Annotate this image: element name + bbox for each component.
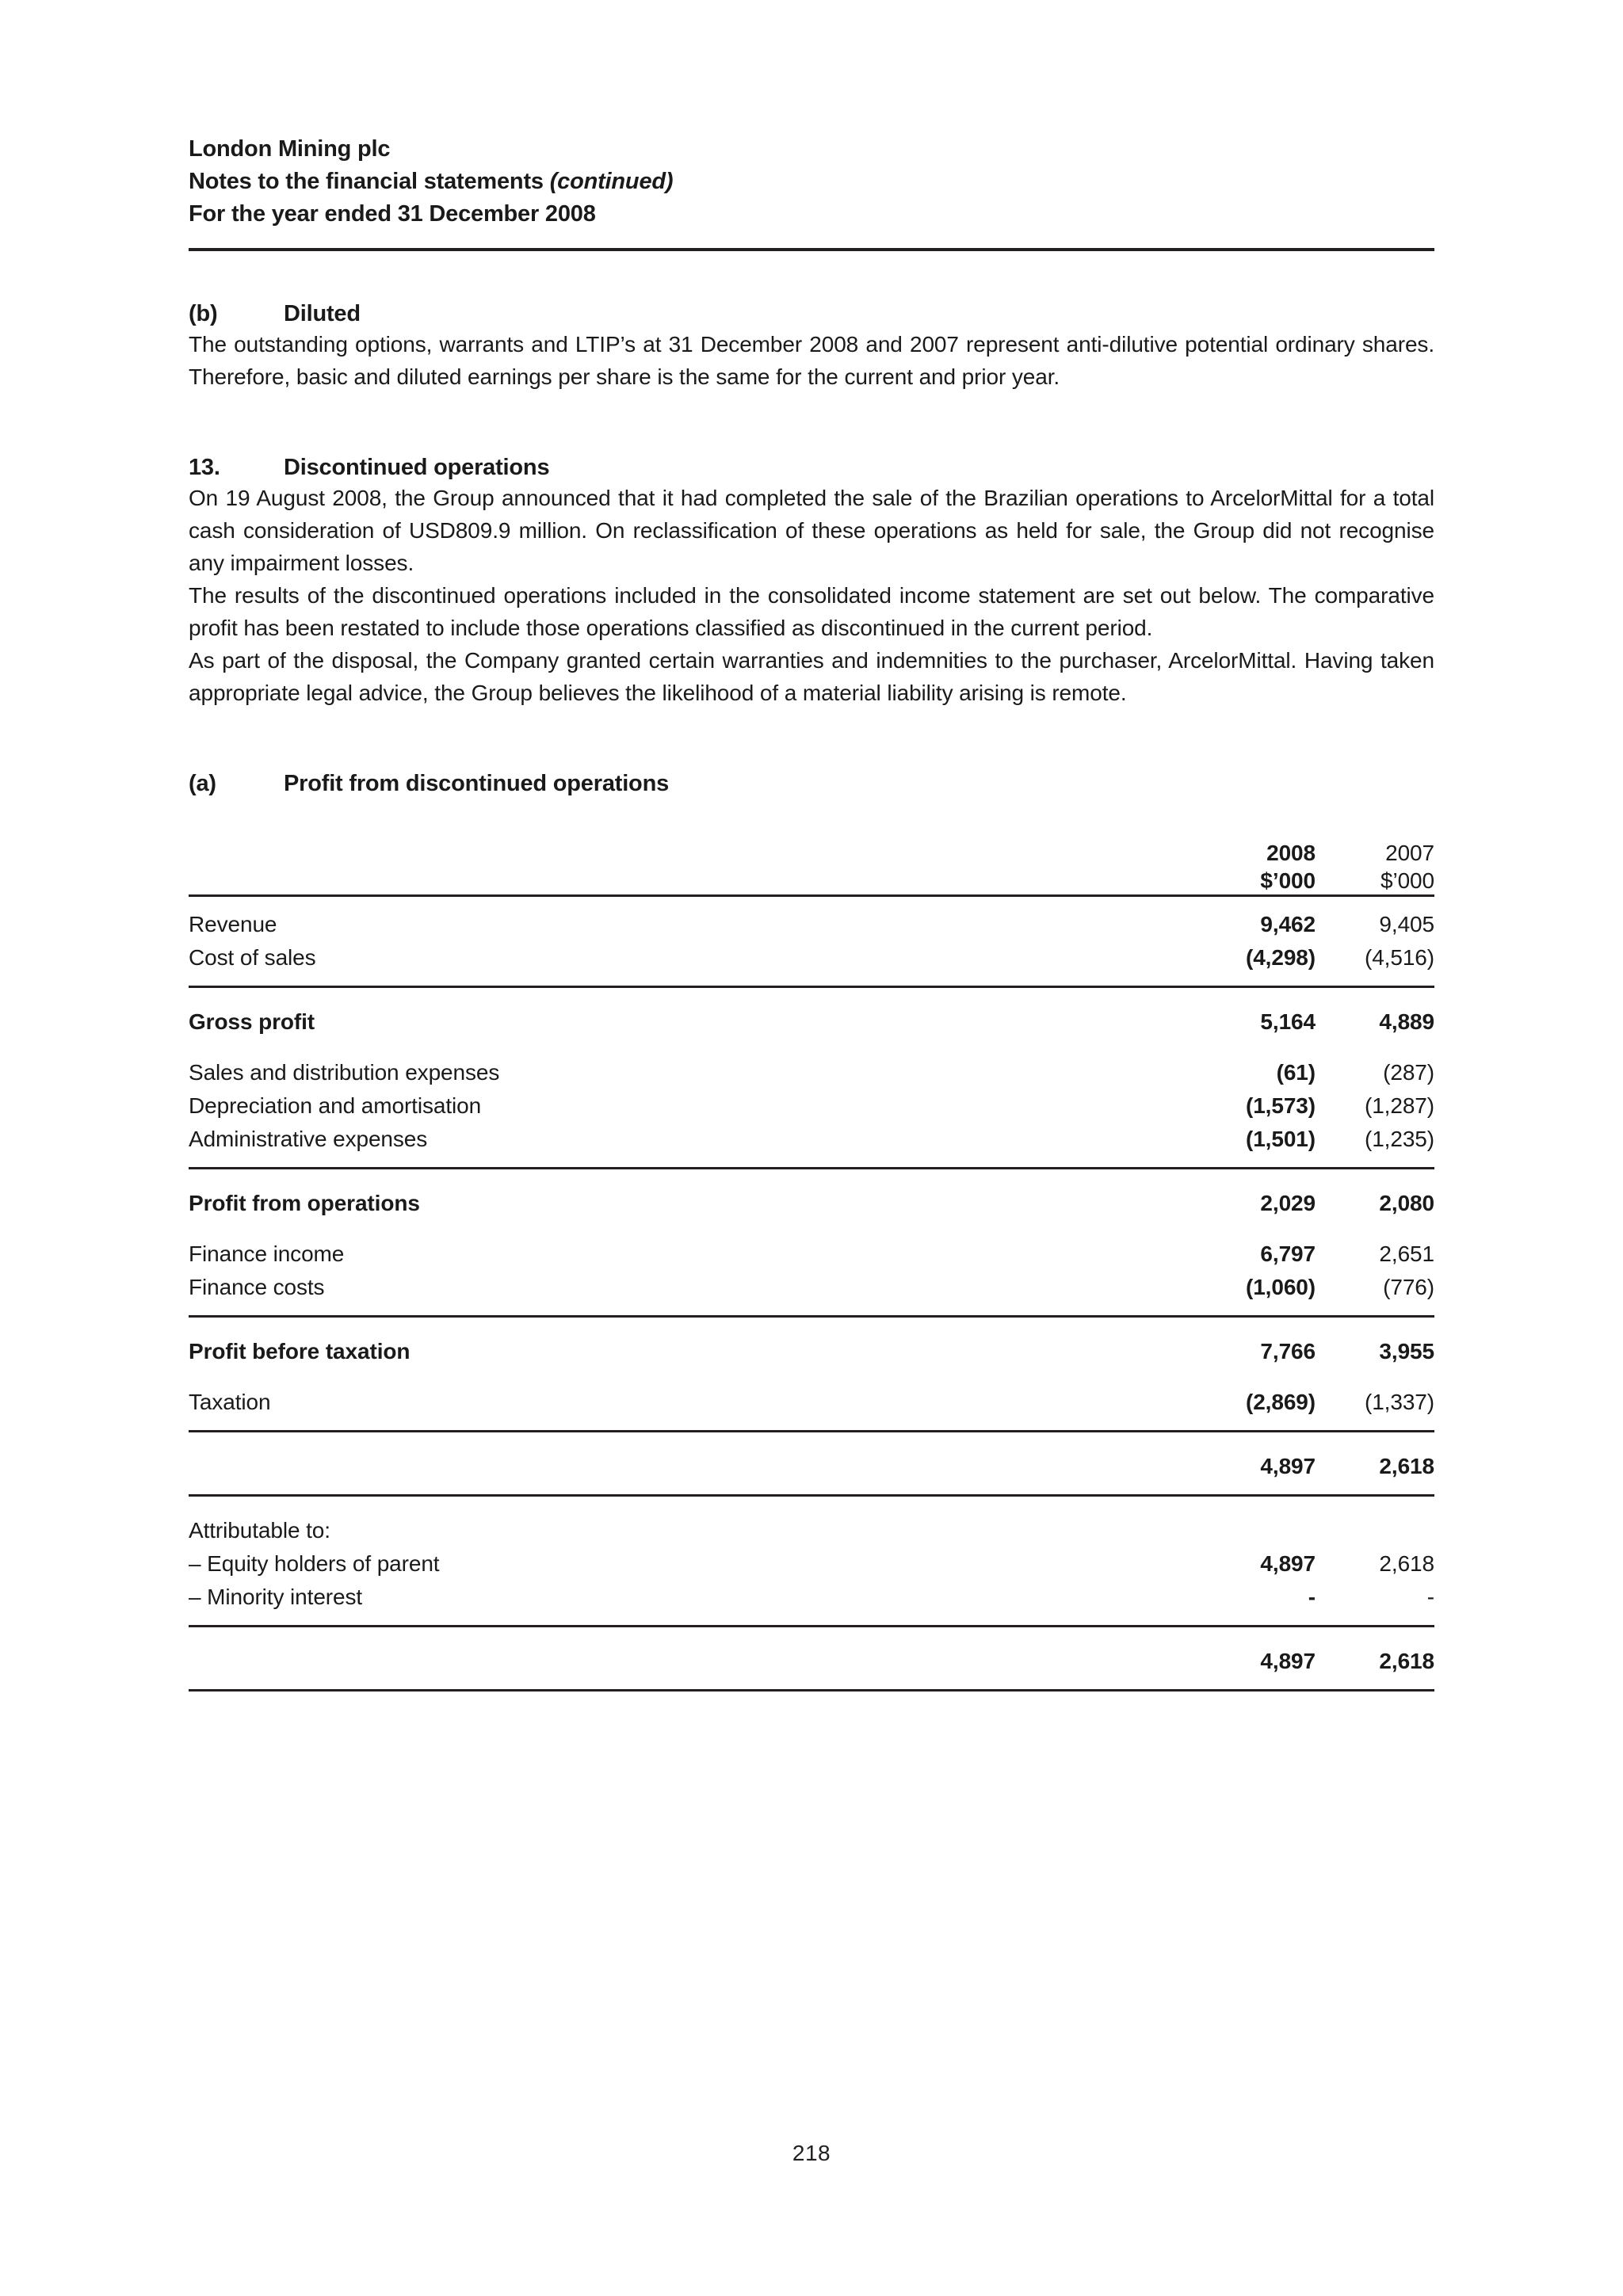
heading-section-number: 13.	[189, 455, 220, 480]
table-header-2007-year: 2007	[1385, 841, 1434, 865]
heading-section-title: Discontinued operations	[284, 455, 550, 480]
notes-title-line	[189, 166, 1434, 198]
heading-profit-label: (a)	[189, 771, 216, 796]
row-label-attributable-to: Attributable to:	[189, 1518, 330, 1543]
row-label-sales-distribution-expenses: Sales and distribution expenses	[189, 1060, 500, 1085]
row-value-attributable-2007	[1316, 1514, 1434, 1547]
table-header-label	[189, 839, 1151, 867]
row-value-attributable-2008	[1151, 1514, 1316, 1547]
row-value-profit-before-taxation-2008: 7,766	[1260, 1339, 1316, 1363]
row-value-finance-costs-2007: (776)	[1383, 1275, 1434, 1299]
page-number: 218	[792, 2141, 831, 2165]
table-header-2008-year: 2008	[1266, 841, 1316, 865]
row-value-profit-before-taxation-2007: 3,955	[1379, 1339, 1434, 1363]
row-value-taxation-2007: (1,337)	[1364, 1390, 1434, 1414]
heading-discontinued-operations	[189, 453, 1434, 482]
row-label-attributable-total	[189, 1645, 1151, 1678]
notes-title: Notes to the financial statements	[189, 169, 550, 194]
heading-diluted-title: Diluted	[284, 301, 361, 326]
row-label-revenue: Revenue	[189, 912, 277, 936]
row-value-sales-distribution-2007: (287)	[1383, 1060, 1434, 1085]
row-value-profit-from-operations-2008: 2,029	[1260, 1191, 1316, 1215]
paragraph-results-restated: The results of the discontinued operations included in the consolidated income statement are set out below. The comparative profit has been restated to include those operations classified as discontinued in the current period.	[189, 583, 1434, 640]
reporting-period: For the year ended 31 December 2008	[189, 201, 596, 227]
heading-diluted-label: (b)	[189, 301, 218, 326]
row-value-minority-interest-2008: -	[1308, 1585, 1316, 1609]
row-value-profit-total-2007: 2,618	[1379, 1454, 1434, 1478]
heading-profit-from-discontinued-operations	[189, 769, 1434, 798]
row-value-gross-profit-2007: 4,889	[1379, 1009, 1434, 1034]
paragraph-disposal-announcement: On 19 August 2008, the Group announced that it had completed the sale of the Brazilian operations to ArcelorMittal for a total cash consideration of USD809.9 million. On reclassification of these operations as held for sale, the Group did not recognise any impairment losses.	[189, 486, 1434, 575]
company-name: London Mining plc	[189, 136, 391, 162]
row-value-revenue-2008: 9,462	[1260, 912, 1316, 936]
heading-diluted	[189, 299, 1434, 328]
row-label-cost-of-sales: Cost of sales	[189, 945, 316, 970]
row-label-depreciation-amortisation: Depreciation and amortisation	[189, 1093, 482, 1118]
table-rule-attributable-total-bottom	[189, 1691, 1434, 1692]
row-value-finance-costs-2008: (1,060)	[1245, 1275, 1316, 1299]
row-value-minority-interest-2007: -	[1426, 1585, 1434, 1609]
row-value-equity-holders-2007: 2,618	[1379, 1551, 1434, 1576]
row-value-cost-of-sales-2008: (4,298)	[1245, 945, 1316, 970]
table-row	[189, 1450, 1434, 1483]
table-header-row-unit	[189, 867, 1434, 896]
table-row	[189, 1056, 1434, 1089]
profit-from-discontinued-operations-table	[189, 839, 1434, 1691]
row-label-finance-costs: Finance costs	[189, 1275, 325, 1299]
row-value-finance-income-2008: 6,797	[1260, 1241, 1316, 1266]
row-value-attributable-total-2007: 2,618	[1379, 1649, 1434, 1673]
row-value-revenue-2007: 9,405	[1379, 912, 1434, 936]
table-row	[189, 1386, 1434, 1419]
row-value-equity-holders-2008: 4,897	[1260, 1551, 1316, 1576]
table-row	[189, 1645, 1434, 1678]
row-value-sales-distribution-2008: (61)	[1276, 1060, 1316, 1085]
paragraph-diluted: The outstanding options, warrants and LTIP’s at 31 December 2008 and 2007 represent anti-dilutive potential ordinary shares. Therefore, basic and diluted earnings per share is the same for the current and prior year.	[189, 332, 1434, 389]
table-row	[189, 941, 1434, 974]
table-header-row-year	[189, 839, 1434, 867]
table-header-2008-unit: $’000	[1260, 868, 1316, 893]
row-value-administrative-2007: (1,235)	[1364, 1127, 1434, 1151]
table-row	[189, 1089, 1434, 1123]
table-row	[189, 1238, 1434, 1271]
row-label-gross-profit: Gross profit	[189, 1009, 315, 1034]
table-row	[189, 1547, 1434, 1581]
row-value-gross-profit-2008: 5,164	[1260, 1009, 1316, 1034]
table-row	[189, 1123, 1434, 1156]
page-content	[189, 133, 1434, 1691]
header-rule	[189, 248, 1434, 251]
row-value-cost-of-sales-2007: (4,516)	[1364, 945, 1434, 970]
row-value-depreciation-2008: (1,573)	[1245, 1093, 1316, 1118]
table-header-2007-unit: $’000	[1380, 868, 1434, 893]
row-label-profit-before-taxation: Profit before taxation	[189, 1339, 411, 1363]
row-label-taxation: Taxation	[189, 1390, 271, 1414]
row-value-attributable-total-2008: 4,897	[1260, 1649, 1316, 1673]
row-label-profit-total	[189, 1450, 1151, 1483]
table-row	[189, 1005, 1434, 1039]
paragraph-warranties-indemnities: As part of the disposal, the Company granted certain warranties and indemnities to the purchaser, ArcelorMittal. Having taken appropriate legal advice, the Group believes the likelihood of a material liability arising is remote.	[189, 648, 1434, 705]
row-value-administrative-2008: (1,501)	[1245, 1127, 1316, 1151]
table-row	[189, 1581, 1434, 1614]
row-value-depreciation-2007: (1,287)	[1364, 1093, 1434, 1118]
row-value-profit-total-2008: 4,897	[1260, 1454, 1316, 1478]
row-label-administrative-expenses: Administrative expenses	[189, 1127, 428, 1151]
table-row	[189, 908, 1434, 941]
table-row	[189, 1335, 1434, 1368]
table-row	[189, 1187, 1434, 1220]
notes-continued-marker: (continued)	[549, 169, 674, 194]
row-label-minority-interest: – Minority interest	[189, 1585, 363, 1609]
row-value-finance-income-2007: 2,651	[1379, 1241, 1434, 1266]
row-label-profit-from-operations: Profit from operations	[189, 1191, 420, 1215]
table-row	[189, 1271, 1434, 1304]
row-value-profit-from-operations-2007: 2,080	[1379, 1191, 1434, 1215]
row-value-taxation-2008: (2,869)	[1245, 1390, 1316, 1414]
running-header	[189, 133, 1434, 231]
table-row	[189, 1514, 1434, 1547]
row-label-equity-holders-of-parent: – Equity holders of parent	[189, 1551, 440, 1576]
heading-profit-title: Profit from discontinued operations	[284, 771, 670, 796]
row-label-finance-income: Finance income	[189, 1241, 345, 1266]
